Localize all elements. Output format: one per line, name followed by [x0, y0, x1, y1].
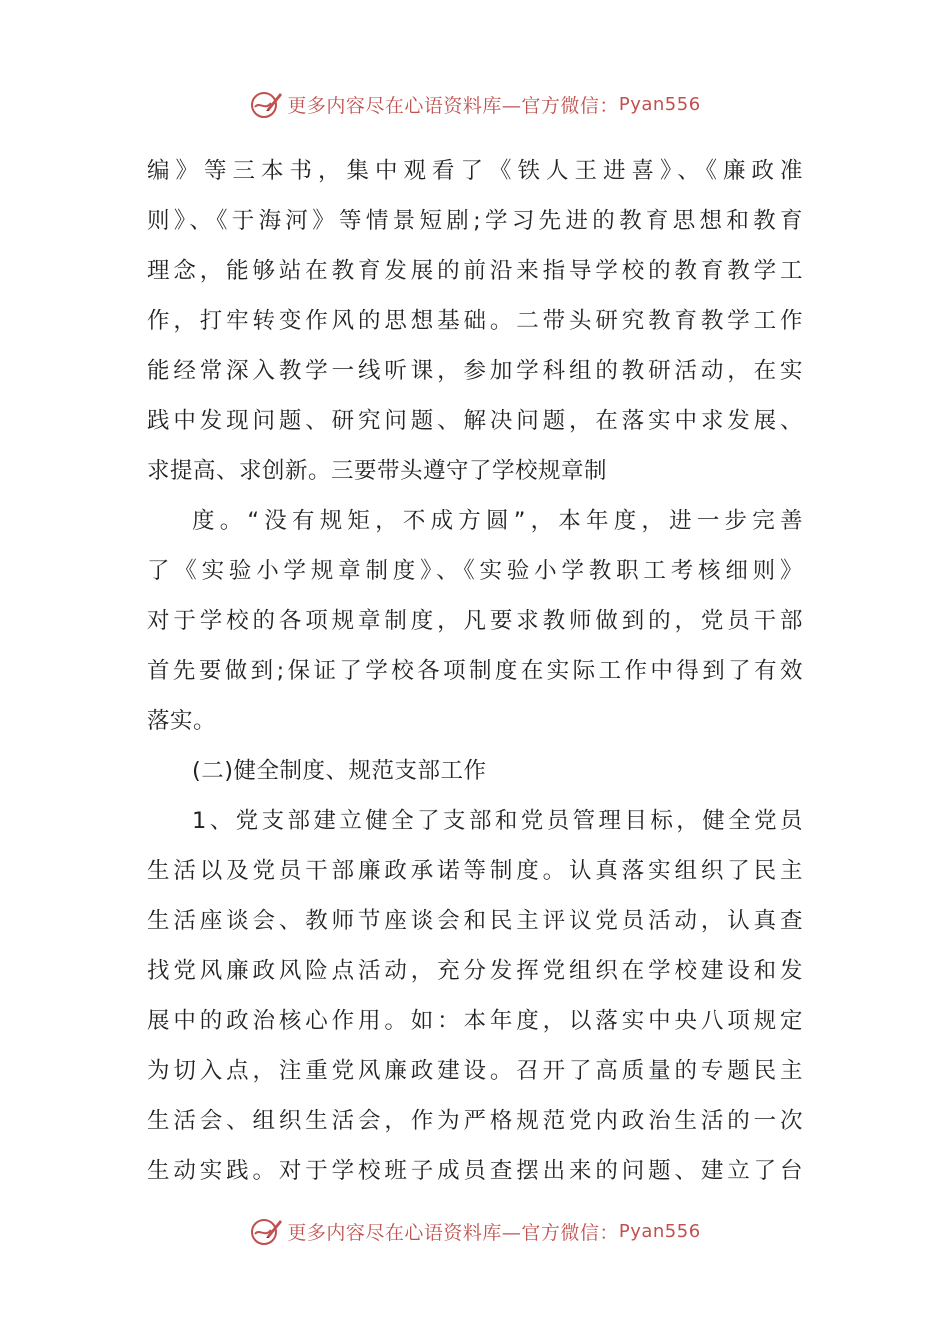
text-line: 落实。 — [147, 708, 217, 734]
text-line: 1、党支部建立健全了支部和党员管理目标，健全党员 — [192, 808, 803, 834]
watermark-wechat-id: Pyan556 — [618, 93, 701, 115]
text-line: 能经常深入教学一线听课，参加学科组的教研活动，在实 — [147, 358, 803, 384]
footer-watermark — [0, 1211, 950, 1251]
document-body — [147, 146, 803, 1196]
section-heading: (二)健全制度、规范支部工作 — [192, 758, 487, 784]
pen-logo-icon — [249, 87, 283, 121]
text-line: 编》等三本书，集中观看了《铁人王进喜》、《廉政准 — [147, 158, 803, 184]
text-line: 找党风廉政风险点活动，充分发挥党组织在学校建设和发 — [147, 958, 803, 984]
text-line: 对于学校的各项规章制度，凡要求教师做到的，党员干部 — [147, 608, 803, 634]
text-line: 践中发现问题、研究问题、解决问题，在落实中求发展、 — [147, 408, 803, 434]
text-line: 了《实验小学规章制度》、《实验小学教职工考核细则》 — [147, 558, 803, 584]
pen-logo-icon — [249, 1214, 283, 1248]
text-line: 求提高、求创新。三要带头遵守了学校规章制 — [147, 458, 608, 484]
watermark-text: 更多内容尽在心语资料库—官方微信： — [287, 1221, 619, 1244]
text-line: 生活以及党员干部廉政承诺等制度。认真落实组织了民主 — [147, 858, 803, 884]
text-line: 则》、《于海河》等情景短剧;学习先进的教育思想和教育 — [147, 208, 803, 234]
watermark-wechat-id: Pyan556 — [618, 1220, 701, 1242]
text-line: 理念，能够站在教育发展的前沿来指导学校的教育教学工 — [147, 258, 803, 284]
text-line: 生活座谈会、教师节座谈会和民主评议党员活动，认真查 — [147, 908, 803, 934]
watermark-text: 更多内容尽在心语资料库—官方微信： — [287, 94, 619, 117]
text-line: 生活会、组织生活会，作为严格规范党内政治生活的一次 — [147, 1108, 803, 1134]
text-line: 首先要做到;保证了学校各项制度在实际工作中得到了有效 — [147, 658, 803, 684]
text-line: 度。“没有规矩，不成方圆”，本年度，进一步完善 — [192, 508, 803, 534]
text-line: 生动实践。对于学校班子成员查摆出来的问题、建立了台 — [147, 1158, 803, 1184]
header-watermark — [0, 84, 950, 124]
text-line: 展中的政治核心作用。如：本年度，以落实中央八项规定 — [147, 1008, 803, 1034]
text-line: 作，打牢转变作风的思想基础。二带头研究教育教学工作 — [147, 308, 803, 334]
text-line: 为切入点，注重党风廉政建设。召开了高质量的专题民主 — [147, 1058, 803, 1084]
